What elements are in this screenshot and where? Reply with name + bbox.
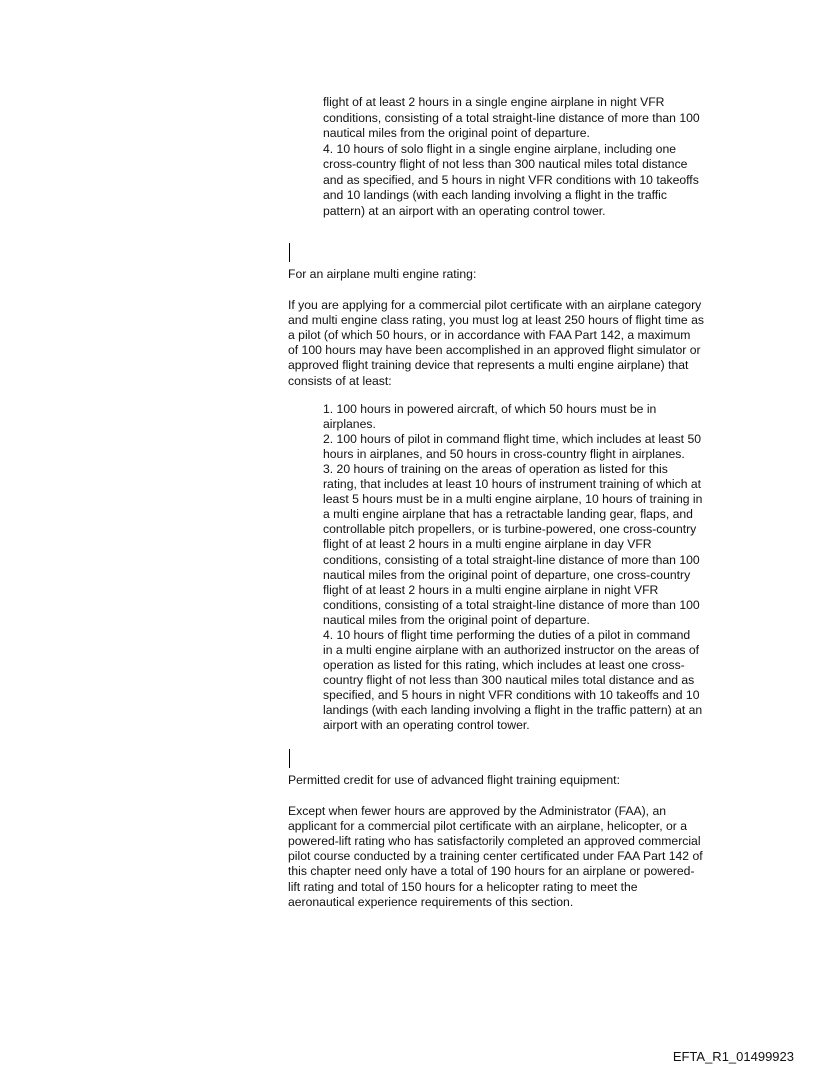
text-line: 3. 20 hours of training on the areas of operation as listed for this	[323, 462, 668, 477]
text-line: approved flight training device that represents a multi engine airplane) that	[288, 358, 689, 373]
credit-heading: Permitted credit for use of advanced flight training equipment:	[288, 773, 620, 787]
text-line: least 5 hours must be in a multi engine airplane, 10 hours of training in	[323, 492, 703, 507]
text-line: 4. 10 hours of flight time performing the duties of a pilot in command	[323, 627, 691, 642]
text-line: flight of at least 2 hours in a single engine airplane in night VFR	[323, 95, 665, 109]
text-line: operation as listed for this rating, which includes at least one cross-	[323, 657, 685, 672]
text-line: rating, that includes at least 10 hours of instrument training of which at	[323, 477, 702, 492]
text-line: pattern) at an airport with an operating control tower.	[323, 203, 606, 218]
text-line: powered-lift rating who has satisfactorily completed an approved commercial	[288, 834, 701, 849]
text-cursor	[289, 749, 290, 768]
text-line: and as specified, and 5 hours in night VFR conditions with 10 takeoffs	[323, 172, 699, 187]
text-line: flight of at least 2 hours in a multi engine airplane in night VFR	[323, 582, 659, 597]
text-line: 4. 10 hours of solo flight in a single engine airplane, including one	[323, 141, 677, 156]
text-line: in a multi engine airplane with an authorized instructor on the areas of	[323, 642, 700, 657]
text-line: 2. 100 hours of pilot in command flight time, which includes at least 50	[323, 432, 702, 447]
text-line: consists of at least:	[288, 373, 392, 388]
text-line: airplanes.	[323, 417, 376, 432]
text-line: applicant for a commercial pilot certificate with an airplane, helicopter, or a	[288, 819, 687, 834]
text-line: Except when fewer hours are approved by the Administrator (FAA), an	[288, 804, 667, 818]
text-line: cross-country flight of not less than 300 nautical miles total distance	[323, 157, 688, 171]
text-line: conditions, consisting of a total straight-line distance of more than 100	[323, 597, 700, 612]
text-line: conditions, consisting of a total straight-line distance of more than 100	[323, 552, 700, 567]
text-line: a multi engine airplane that has a retractable landing gear, flaps, and	[323, 507, 693, 522]
document-id: EFTA_R1_01499923	[672, 1049, 794, 1064]
text-line: controllable pitch propellers, or is turbine-powered, one cross-country	[323, 522, 697, 537]
text-line: and 10 landings (with each landing involving a flight in the traffic	[323, 188, 667, 202]
multi-engine-heading: For an airplane multi engine rating:	[288, 267, 477, 281]
text-cursor	[289, 243, 290, 262]
text-line: of 100 hours may have been accomplished in an approved flight simulator or	[288, 343, 701, 358]
text-line: and multi engine class rating, you must log at least 250 hours of flight time as	[288, 313, 704, 328]
text-line: a pilot (of which 50 hours, or in accordance with FAA Part 142, a maximum	[288, 328, 691, 343]
text-line: hours in airplanes, and 50 hours in cross-country flight in airplanes.	[323, 447, 685, 462]
text-line: pilot course conducted by a training center certificated under FAA Part 142 of	[288, 849, 703, 864]
text-line: country flight of not less than 300 nautical miles total distance and as	[323, 672, 695, 687]
text-line: lift rating and total of 150 hours for a helicopter rating to meet the	[288, 879, 638, 894]
text-line: If you are applying for a commercial pilot certificate with an airplane category	[288, 298, 702, 312]
text-line: airport with an operating control tower.	[323, 718, 530, 733]
text-line: 1. 100 hours in powered aircraft, of which 50 hours must be in	[323, 402, 657, 416]
text-line: nautical miles from the original point of departure, one cross-country	[323, 567, 691, 582]
text-line: this chapter need only have a total of 190 hours for an airplane or powered-	[288, 864, 695, 879]
text-line: nautical miles from the original point of departure.	[323, 126, 590, 140]
text-line: landings (with each landing involving a flight in the traffic pattern) at an	[323, 703, 703, 717]
text-line: flight of at least 2 hours in a multi engine airplane in day VFR	[323, 537, 652, 552]
text-line: nautical miles from the original point of departure.	[323, 612, 590, 627]
text-line: aeronautical experience requirements of this section.	[288, 894, 574, 909]
text-line: conditions, consisting of a total straight-line distance of more than 100	[323, 110, 700, 125]
text-line: specified, and 5 hours in night VFR conditions with 10 takeoffs and 10	[323, 687, 700, 702]
